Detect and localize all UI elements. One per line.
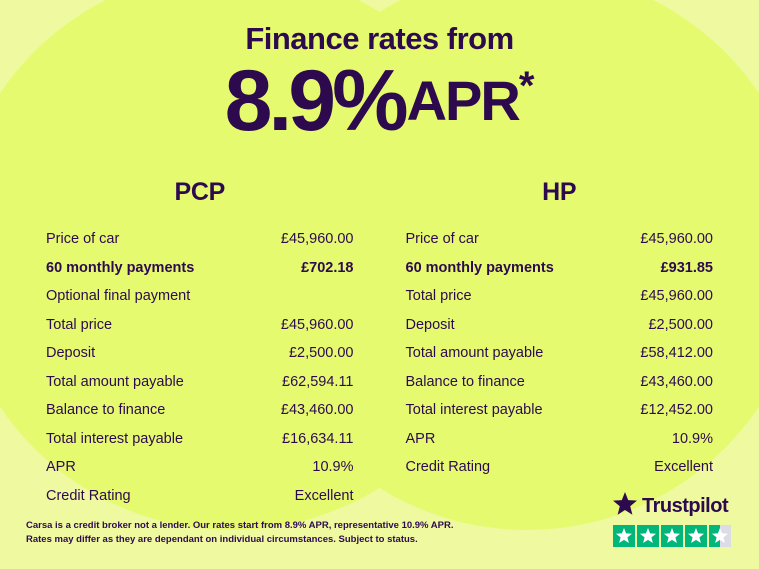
rate-value: 8.9% [224, 53, 405, 150]
row-label: Balance to finance [405, 373, 525, 390]
row-label: Total price [405, 288, 472, 305]
row-value: £702.18 [301, 259, 354, 276]
row-value: £43,460.00 [640, 373, 713, 390]
row-value: £45,960.00 [640, 231, 713, 248]
row-value: £45,960.00 [640, 288, 713, 305]
row-label: 60 monthly payments [46, 259, 195, 276]
finance-table-pcp-title: PCP [174, 178, 225, 207]
table-row [406, 311, 714, 340]
row-label: Price of car [46, 231, 120, 248]
table-row [46, 254, 354, 283]
table-row [46, 225, 354, 254]
table-row [46, 396, 354, 425]
row-label: Price of car [405, 231, 479, 248]
trustpilot-logo [613, 492, 735, 520]
row-label: Total amount payable [405, 345, 544, 362]
row-label: APR [46, 459, 76, 476]
table-row [406, 339, 714, 368]
star-icon [613, 525, 635, 547]
trustpilot-stars [613, 525, 735, 547]
table-row [406, 282, 714, 311]
row-value: Excellent [654, 459, 713, 476]
rate-headline [0, 53, 759, 150]
star-icon [637, 525, 659, 547]
table-row [406, 225, 714, 254]
star-icon [661, 525, 683, 547]
row-value: 10.9% [671, 430, 713, 447]
table-row [46, 339, 354, 368]
table-row [406, 368, 714, 397]
row-label: Total interest payable [46, 430, 184, 447]
row-value: £16,634.11 [282, 430, 354, 447]
row-value: £62,594.11 [282, 373, 354, 390]
finance-tables [0, 178, 759, 510]
page-title: Finance rates from [245, 21, 514, 56]
row-label: Credit Rating [405, 459, 491, 476]
trustpilot-star-icon [613, 492, 637, 520]
row-value: £45,960.00 [280, 316, 354, 333]
table-row [46, 282, 354, 311]
star-half-icon [709, 525, 731, 547]
table-row [46, 425, 354, 454]
row-label: Total amount payable [46, 373, 184, 390]
row-label: Credit Rating [46, 487, 131, 504]
trustpilot-wordmark: Trustpilot [642, 495, 729, 517]
finance-table-hp-title: HP [542, 178, 577, 207]
row-value: £45,960.00 [280, 231, 354, 248]
table-row [406, 396, 714, 425]
rate-asterisk: * [518, 64, 535, 109]
row-label: Deposit [405, 316, 455, 333]
row-label: Total price [46, 316, 113, 333]
table-row [46, 453, 354, 482]
table-row [406, 425, 714, 454]
row-label: Optional final payment [46, 288, 191, 305]
row-value: £2,500.00 [288, 345, 354, 362]
finance-table-pcp [46, 178, 380, 510]
table-row [406, 453, 714, 482]
table-row [406, 254, 714, 283]
row-value: £931.85 [660, 259, 713, 276]
row-value: £58,412.00 [640, 345, 713, 362]
table-row [46, 368, 354, 397]
row-label: 60 monthly payments [405, 259, 554, 276]
row-value: £12,452.00 [640, 402, 713, 419]
row-value: Excellent [294, 487, 354, 504]
row-label: Balance to finance [46, 402, 166, 419]
disclaimer-text: Carsa is a credit broker not a lender. Our rates start from 8.9% APR, representative 10.9% APR. Rates may differ as they are dependant on individual circumstances. Subject to status. [26, 519, 454, 545]
row-value: £43,460.00 [280, 402, 354, 419]
row-label: Deposit [46, 345, 96, 362]
row-label: APR [405, 430, 436, 447]
row-value: 10.9% [312, 459, 354, 476]
table-row [46, 311, 354, 340]
row-label: Total interest payable [405, 402, 543, 419]
star-icon [685, 525, 707, 547]
rate-unit: APR [406, 69, 519, 133]
trustpilot-rating [613, 492, 735, 547]
finance-table-hp [380, 178, 714, 510]
row-value: £2,500.00 [648, 316, 713, 333]
